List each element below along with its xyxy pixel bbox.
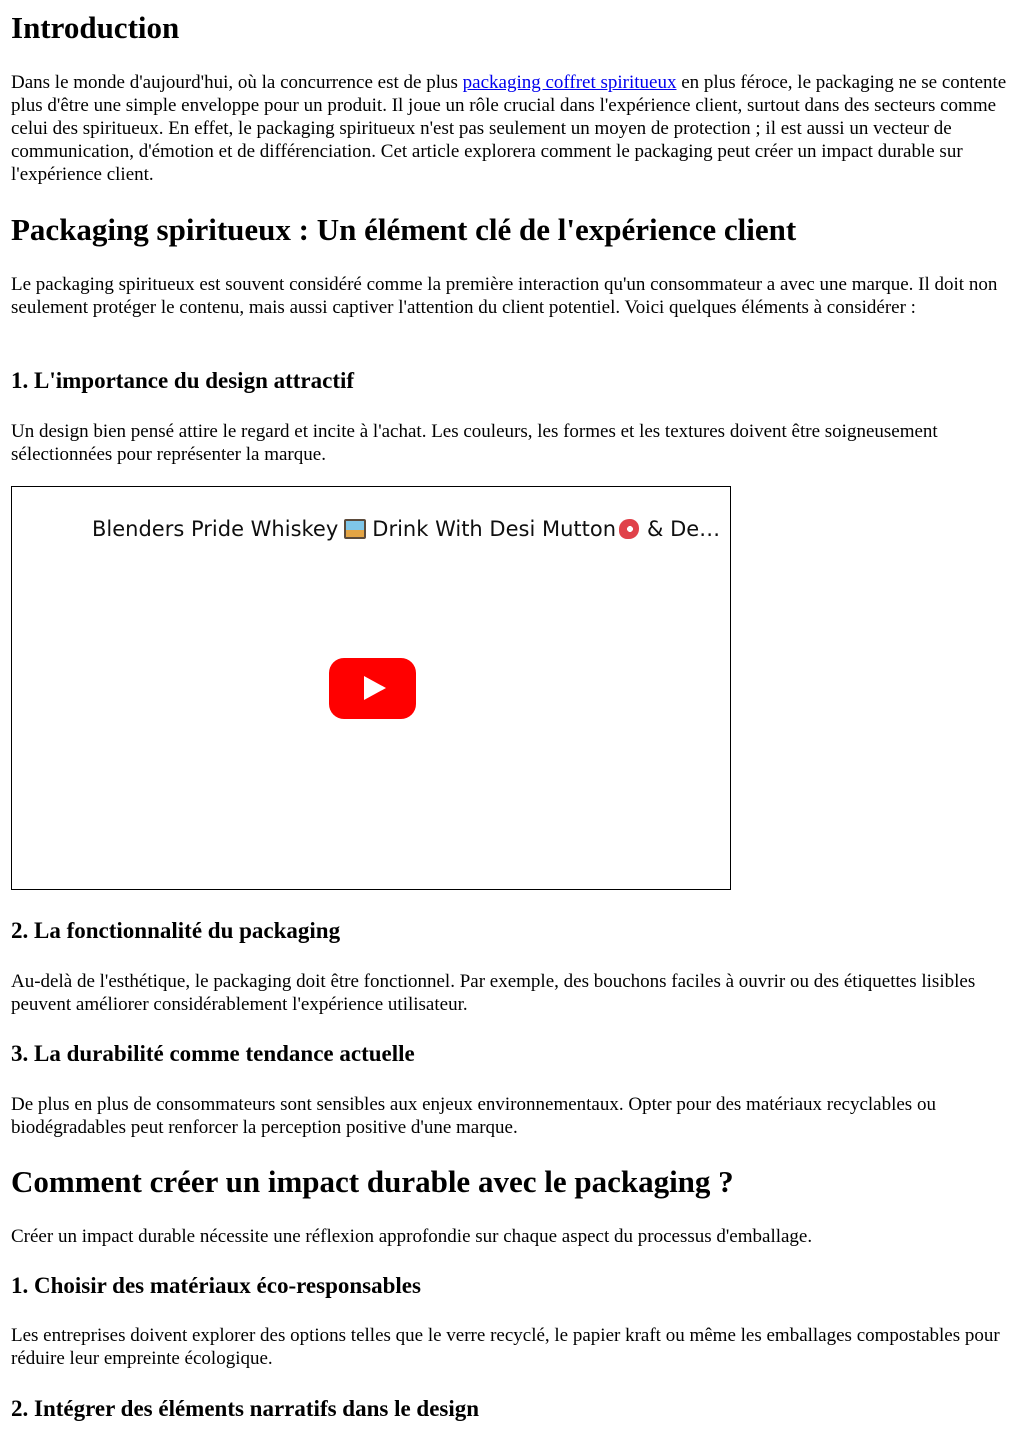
heading-design: 1. L'importance du design attractif <box>11 368 355 393</box>
youtube-video-embed[interactable] <box>11 486 731 890</box>
play-icon <box>364 676 386 700</box>
impact-paragraph: Créer un impact durable nécessite une réflexion approfondie sur chaque aspect du processus d'emballage. <box>11 1226 813 1247</box>
key-element-paragraph: Le packaging spiritueux est souvent considéré comme la première interaction qu'un consommateur a avec une marque. Il doit non seulement protéger le contenu, mais aussi captiver l'attention du client potentiel. Voici quelques éléments à considérer : <box>11 274 998 318</box>
heading-narrative: 2. Intégrer des éléments narratifs dans le design <box>11 1396 480 1421</box>
video-title-part3: & De… <box>647 517 721 541</box>
video-title[interactable] <box>92 513 722 545</box>
intro-text-after-link: en plus féroce, le packaging ne se contente plus d'être une simple enveloppe pour un produit. Il joue un rôle crucial dans l'expérience client, surtout dans des secteurs comme celui des spiritueux. En effet, le packaging spiritueux n'est pas seulement un moyen de protection ; il est aussi un vecteur de communication, d'émotion et de différenciation. Cet article explorera comment le packaging peut créer un impact durable sur l'expérience client. <box>11 72 1007 185</box>
meat-icon <box>619 519 639 539</box>
intro-paragraph <box>11 71 1013 186</box>
heading-sustainability: 3. La durabilité comme tendance actuelle <box>11 1041 415 1066</box>
packaging-coffret-link[interactable]: packaging coffret spiritueux <box>462 72 677 93</box>
sustainability-paragraph: De plus en plus de consommateurs sont sensibles aux enjeux environnementaux. Opter pour des matériaux recyclables ou biodégradables peut renforcer la perception positive d'une marque. <box>11 1094 936 1138</box>
heading-function: 2. La fonctionnalité du packaging <box>11 918 341 943</box>
heading-introduction: Introduction <box>11 10 180 45</box>
play-button[interactable] <box>329 658 416 719</box>
video-title-part2: Drink With Desi Mutton <box>372 517 617 541</box>
intro-text-before-link: Dans le monde d'aujourd'hui, où la concurrence est de plus <box>11 72 463 93</box>
heading-key-element: Packaging spiritueux : Un élément clé de l'expérience client <box>11 212 797 247</box>
framed-picture-icon <box>344 519 366 539</box>
materials-paragraph: Les entreprises doivent explorer des options telles que le verre recyclé, le papier kraft ou même les emballages compostables pour réduire leur empreinte écologique. <box>11 1325 1000 1369</box>
heading-impact: Comment créer un impact durable avec le packaging ? <box>11 1164 734 1199</box>
function-paragraph: Au-delà de l'esthétique, le packaging doit être fonctionnel. Par exemple, des bouchons faciles à ouvrir ou des étiquettes lisibles peuvent améliorer considérablement l'expérience utilisateur. <box>11 971 976 1015</box>
design-paragraph: Un design bien pensé attire le regard et incite à l'achat. Les couleurs, les formes et les textures doivent être soigneusement sélectionnées pour représenter la marque. <box>11 421 938 465</box>
video-title-part1: Blenders Pride Whiskey <box>92 517 339 541</box>
heading-materials: 1. Choisir des matériaux éco-responsables <box>11 1273 421 1298</box>
